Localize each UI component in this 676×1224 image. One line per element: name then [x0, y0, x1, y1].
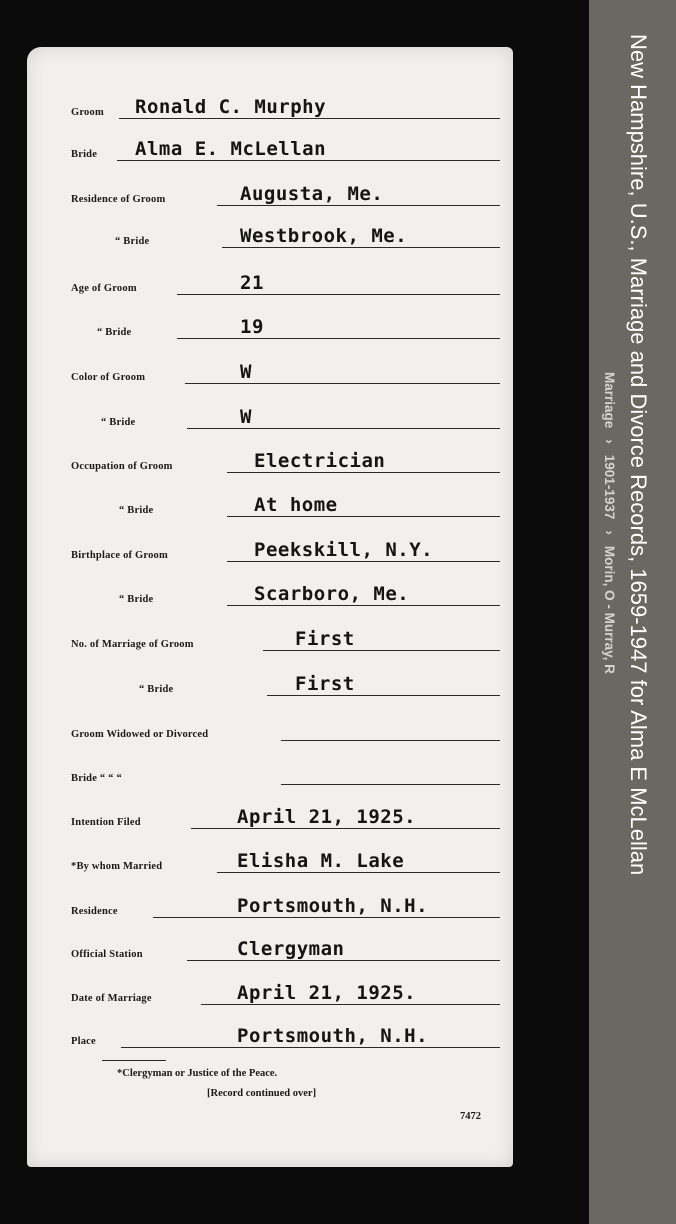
breadcrumb-separator-icon: › — [602, 439, 617, 444]
field-label-date-of-marriage: Date of Marriage — [71, 993, 152, 1004]
field-value-intention-filed: April 21, 1925. — [237, 806, 417, 828]
field-underline — [187, 428, 500, 429]
field-label-birthplace-groom: Birthplace of Groom — [71, 550, 168, 561]
field-row-age-bride — [27, 312, 513, 344]
field-row-birthplace-bride — [27, 579, 513, 611]
collection-side-panel — [589, 0, 676, 1224]
field-underline — [222, 247, 500, 248]
field-label-widowed-bride: Bride “ “ “ — [71, 773, 122, 784]
field-label-groom: Groom — [71, 107, 104, 118]
field-value-occupation-groom: Electrician — [254, 450, 386, 472]
field-label-age-bride: “ Bride — [97, 327, 132, 338]
field-underline — [227, 472, 500, 473]
field-label-occupation-groom: Occupation of Groom — [71, 461, 173, 472]
field-row-occupation-groom — [27, 446, 513, 478]
field-value-groom: Ronald C. Murphy — [135, 96, 327, 118]
breadcrumb-separator-icon: › — [602, 530, 617, 535]
field-value-residence: Portsmouth, N.H. — [237, 895, 429, 917]
field-value-birthplace-groom: Peekskill, N.Y. — [254, 539, 434, 561]
field-underline — [185, 383, 500, 384]
form-number: 7472 — [460, 1111, 481, 1122]
field-underline — [177, 338, 500, 339]
field-underline — [267, 695, 500, 696]
field-label-marriage-no-groom: No. of Marriage of Groom — [71, 639, 194, 650]
field-label-bride: Bride — [71, 149, 98, 160]
field-underline — [227, 605, 500, 606]
field-label-occupation-bride: “ Bride — [119, 505, 154, 516]
field-underline — [191, 828, 500, 829]
field-label-residence: Residence — [71, 906, 118, 917]
field-row-intention-filed — [27, 802, 513, 834]
field-row-age-groom — [27, 268, 513, 300]
field-label-residence-bride: “ Bride — [115, 236, 150, 247]
field-underline — [217, 872, 500, 873]
field-row-residence-bride — [27, 221, 513, 253]
field-underline — [281, 784, 500, 785]
field-label-birthplace-bride: “ Bride — [119, 594, 154, 605]
field-underline — [217, 205, 500, 206]
field-row-birthplace-groom — [27, 535, 513, 567]
field-row-by-whom-married — [27, 846, 513, 878]
field-label-age-groom: Age of Groom — [71, 283, 137, 294]
field-row-widowed-bride — [27, 758, 513, 790]
field-row-occupation-bride — [27, 490, 513, 522]
field-label-intention-filed: Intention Filed — [71, 817, 141, 828]
breadcrumb-item-category[interactable]: Marriage — [602, 372, 617, 429]
field-value-by-whom-married: Elisha M. Lake — [237, 850, 405, 872]
breadcrumb — [602, 372, 617, 674]
field-underline — [263, 650, 500, 651]
field-row-residence — [27, 891, 513, 923]
marriage-record-card — [27, 47, 513, 1167]
field-underline — [121, 1047, 500, 1048]
field-value-residence-groom: Augusta, Me. — [240, 183, 384, 205]
field-value-birthplace-bride: Scarboro, Me. — [254, 583, 410, 605]
breadcrumb-item-range: Morin, O - Murray, R — [602, 545, 617, 674]
field-value-marriage-no-bride: First — [295, 673, 355, 695]
field-row-widowed-groom — [27, 714, 513, 746]
field-underline — [227, 561, 500, 562]
field-value-place: Portsmouth, N.H. — [237, 1025, 429, 1047]
field-value-age-groom: 21 — [240, 272, 264, 294]
field-underline — [177, 294, 500, 295]
field-underline — [117, 160, 500, 161]
field-row-official-station — [27, 934, 513, 966]
field-row-color-bride — [27, 402, 513, 434]
field-row-marriage-no-bride — [27, 669, 513, 701]
breadcrumb-item-years[interactable]: 1901-1937 — [602, 454, 617, 520]
field-label-widowed-groom: Groom Widowed or Divorced — [71, 729, 209, 740]
field-row-marriage-no-groom — [27, 624, 513, 656]
field-value-color-bride: W — [240, 406, 252, 428]
field-value-age-bride: 19 — [240, 316, 264, 338]
field-label-by-whom-married: *By whom Married — [71, 861, 163, 872]
field-label-place: Place — [71, 1036, 96, 1047]
field-underline — [187, 960, 500, 961]
footnote-rule — [102, 1060, 166, 1061]
field-row-groom — [27, 92, 513, 124]
collection-title: New Hampshire, U.S., Marriage and Divorce Records, 1659-1947 for Alma E McLellan — [626, 34, 651, 876]
field-value-date-of-marriage: April 21, 1925. — [237, 982, 417, 1004]
field-row-place — [27, 1021, 513, 1053]
field-underline — [281, 740, 500, 741]
field-value-color-groom: W — [240, 361, 252, 383]
record-continued-note: [Record continued over] — [207, 1088, 317, 1099]
footnote: *Clergyman or Justice of the Peace. — [117, 1068, 278, 1079]
field-value-official-station: Clergyman — [237, 938, 345, 960]
field-value-occupation-bride: At home — [254, 494, 338, 516]
field-value-residence-bride: Westbrook, Me. — [240, 225, 408, 247]
field-label-residence-groom: Residence of Groom — [71, 194, 166, 205]
field-value-marriage-no-groom: First — [295, 628, 355, 650]
field-row-residence-groom — [27, 179, 513, 211]
field-underline — [119, 118, 500, 119]
field-label-color-bride: “ Bride — [101, 417, 136, 428]
field-underline — [153, 917, 500, 918]
field-value-bride: Alma E. McLellan — [135, 138, 327, 160]
field-label-official-station: Official Station — [71, 949, 143, 960]
field-label-color-groom: Color of Groom — [71, 372, 146, 383]
field-row-date-of-marriage — [27, 978, 513, 1010]
field-underline — [201, 1004, 500, 1005]
field-label-marriage-no-bride: “ Bride — [139, 684, 174, 695]
field-underline — [227, 516, 500, 517]
field-row-bride — [27, 134, 513, 166]
field-row-color-groom — [27, 357, 513, 389]
